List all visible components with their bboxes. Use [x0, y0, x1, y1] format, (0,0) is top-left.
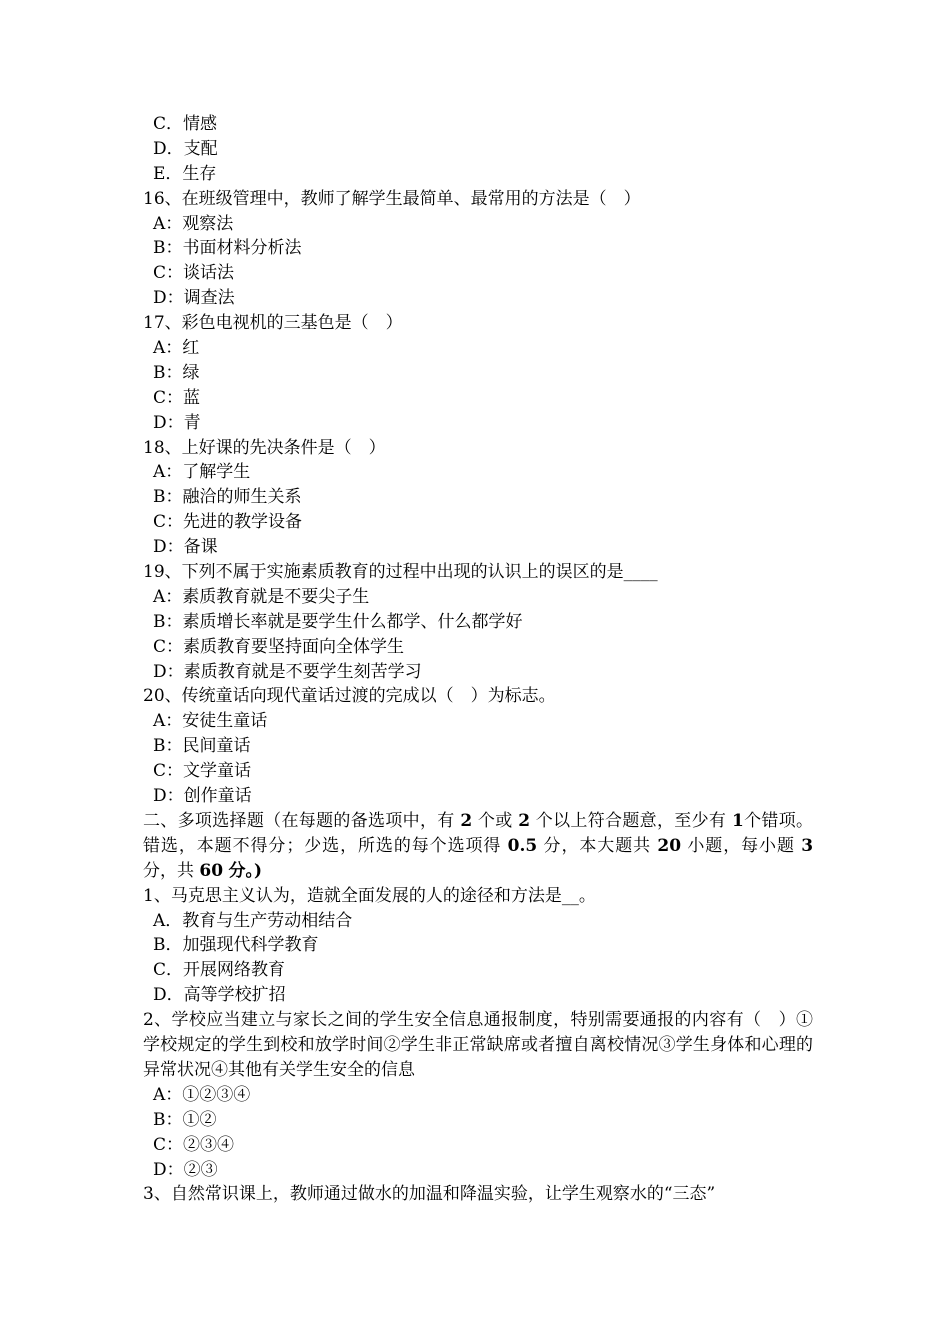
multi-question-1-option-a: A．教育与生产劳动相结合: [153, 910, 353, 931]
question-20-option-b: B：民间童话: [153, 736, 251, 757]
question-17-option-b: B：绿: [153, 362, 200, 383]
question-19-option-b: B：素质增长率就是要学生什么都学、什么都学好: [153, 611, 523, 632]
question-17-option-d: D：青: [153, 412, 201, 433]
question-19-stem: 19、下列不属于实施素质教育的过程中出现的认识上的误区的是____: [143, 562, 658, 583]
multi-question-2-stem: 2、学校应当建立与家长之间的学生安全信息通报制度，特别需要通报的内容有（ ）①学校规定的学生到校和放学时间②学生非正常缺席或者擅自离校情况③学生身体和心理的异常状况④其他有关学生安全的信息: [143, 1010, 813, 1080]
option-e: E．生存: [153, 163, 217, 184]
question-18-stem: 18、上好课的先决条件是（ ）: [143, 437, 386, 458]
question-20-option-d: D：创作童话: [153, 786, 252, 807]
multi-question-1-option-d: D．高等学校扩招: [153, 985, 286, 1006]
multi-question-3-stem: 3、自然常识课上，教师通过做水的加温和降温实验，让学生观察水的“三态”: [143, 1184, 716, 1205]
question-18-option-d: D：备课: [153, 537, 218, 558]
question-16-option-a: A：观察法: [153, 213, 234, 234]
question-19-option-a: A：素质教育就是不要尖子生: [153, 586, 370, 607]
question-18-option-c: C：先进的教学设备: [153, 512, 303, 533]
multi-question-2-option-d: D：②③: [153, 1159, 218, 1180]
multi-question-2-option-a: A：①②③④: [153, 1084, 251, 1105]
question-18-option-b: B：融洽的师生关系: [153, 487, 302, 508]
multi-question-2-option-c: C：②③④: [153, 1134, 235, 1155]
question-17-option-a: A：红: [153, 338, 200, 359]
multi-question-1-stem: 1、马克思主义认为，造就全面发展的人的途径和方法是__。: [143, 885, 596, 906]
question-20-option-a: A：安徒生童话: [153, 711, 268, 732]
section-2-heading: 二、多项选择题（在每题的备选项中，有 2 个或 2 个以上符合题意，至少有 1个错项。错选，本题不得分；少选，所选的每个选项得 0.5 分，本大题共 20 小题，每小题 3分，共 60 分。): [143, 810, 814, 881]
question-20-option-c: C：文学童话: [153, 761, 252, 782]
multi-question-1-option-b: B．加强现代科学教育: [153, 935, 319, 956]
question-19-option-c: C：素质教育要坚持面向全体学生: [153, 636, 405, 657]
question-19-option-d: D：素质教育就是不要学生刻苦学习: [153, 661, 422, 682]
question-16-stem: 16、在班级管理中，教师了解学生最简单、最常用的方法是（ ）: [143, 188, 641, 209]
question-16-option-b: B：书面材料分析法: [153, 238, 302, 259]
question-17-option-c: C：蓝: [153, 387, 201, 408]
multi-question-2-option-b: B：①②: [153, 1109, 217, 1130]
question-17-stem: 17、彩色电视机的三基色是（ ）: [143, 313, 403, 334]
question-18-option-a: A：了解学生: [153, 462, 251, 483]
multi-question-1-option-c: C．开展网络教育: [153, 960, 286, 981]
question-16-option-c: C：谈话法: [153, 263, 235, 284]
option-d: D．支配: [153, 138, 218, 159]
option-c: C．情感: [153, 114, 218, 134]
document-page: [143, 112, 813, 1207]
question-20-stem: 20、传统童话向现代童话过渡的完成以（ ）为标志。: [143, 686, 556, 707]
question-16-option-d: D：调查法: [153, 288, 235, 309]
